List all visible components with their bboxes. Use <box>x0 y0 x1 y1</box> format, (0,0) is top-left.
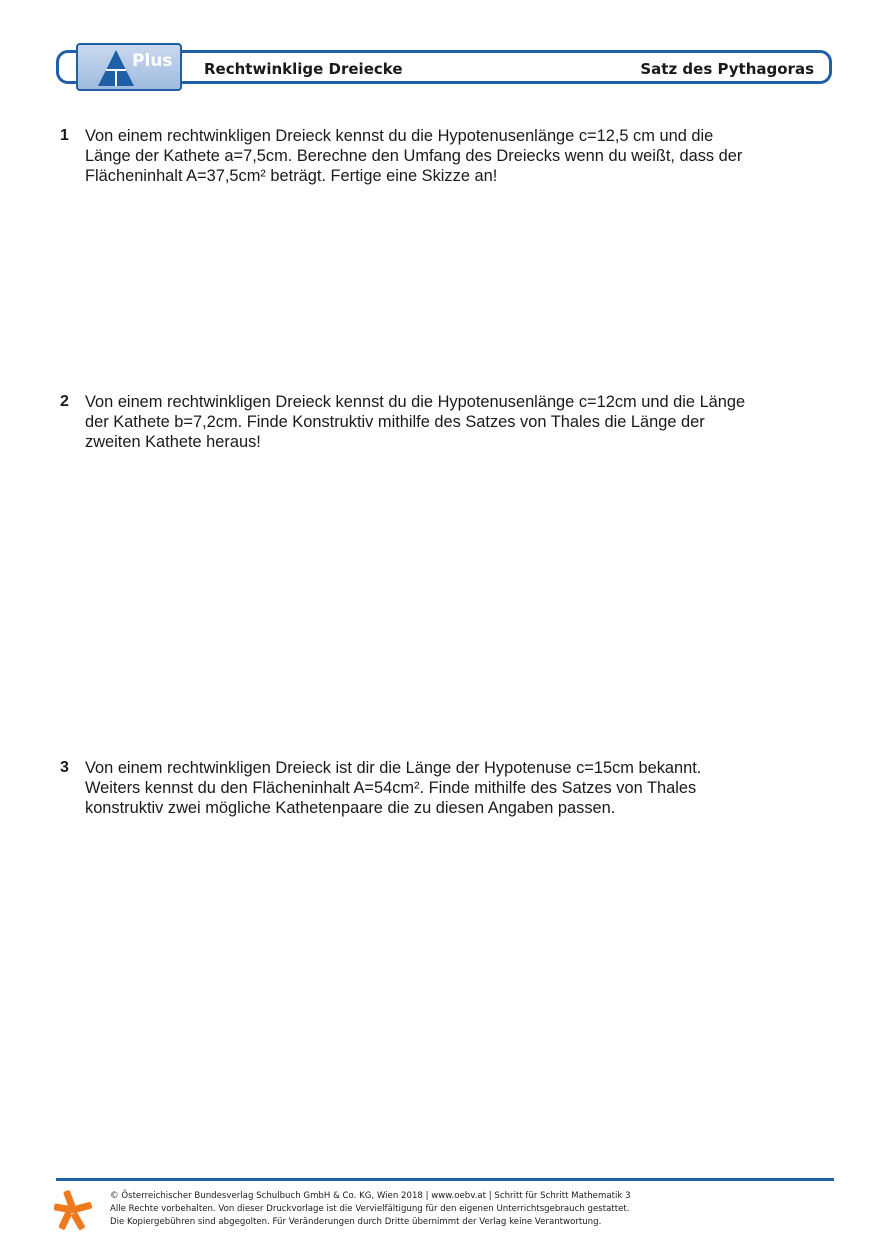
footer-divider <box>56 1178 834 1181</box>
footer-line: Alle Rechte vorbehalten. Von dieser Druckvorlage ist die Vervielfältigung für den eigenen Unterrichtsgebrauch gestattet. <box>110 1204 630 1214</box>
task-line: Von einem rechtwinkligen Dreieck kennst du die Hypotenusenlänge c=12,5 cm und die <box>85 127 714 145</box>
task-number: 3 <box>60 759 69 776</box>
publisher-logo-icon <box>54 1190 92 1230</box>
triangle-logo-icon <box>96 48 136 88</box>
task-line: der Kathete b=7,2cm. Finde Konstruktiv mithilfe des Satzes von Thales die Länge der <box>85 413 705 431</box>
task-line: Von einem rechtwinkligen Dreieck kennst du die Hypotenusenlänge c=12cm und die Länge <box>85 393 746 411</box>
task-line: konstruktiv zwei mögliche Kathetenpaare die zu diesen Angaben passen. <box>85 799 616 817</box>
worksheet-topic: Satz des Pythagoras <box>640 60 814 78</box>
task-line: Weiters kennst du den Flächeninhalt A=54cm². Finde mithilfe des Satzes von Thales <box>85 779 697 797</box>
task-text <box>85 392 820 452</box>
task-line: zweiten Kathete heraus! <box>85 433 261 451</box>
task-number: 2 <box>60 393 69 410</box>
logo-text: Plus <box>132 51 173 71</box>
footer-line: Die Kopiergebühren sind abgegolten. Für Veränderungen durch Dritte übernimmt der Verlag keine Verantwortung. <box>110 1217 602 1227</box>
plus-logo <box>76 43 182 91</box>
footer-line: © Österreichischer Bundesverlag Schulbuch GmbH & Co. KG, Wien 2018 | www.oebv.at | Schritt für Schritt Mathematik 3 <box>110 1191 631 1201</box>
task-line: Flächeninhalt A=37,5cm² beträgt. Fertige eine Skizze an! <box>85 167 498 185</box>
task-text <box>85 758 820 818</box>
task-text <box>85 126 820 186</box>
worksheet-title: Rechtwinklige Dreiecke <box>204 60 403 78</box>
copyright-notice <box>110 1190 810 1229</box>
task-line: Von einem rechtwinkligen Dreieck ist dir die Länge der Hypotenuse c=15cm bekannt. <box>85 759 702 777</box>
task-line: Länge der Kathete a=7,5cm. Berechne den Umfang des Dreiecks wenn du weißt, dass der <box>85 147 743 165</box>
task-number: 1 <box>60 127 69 144</box>
